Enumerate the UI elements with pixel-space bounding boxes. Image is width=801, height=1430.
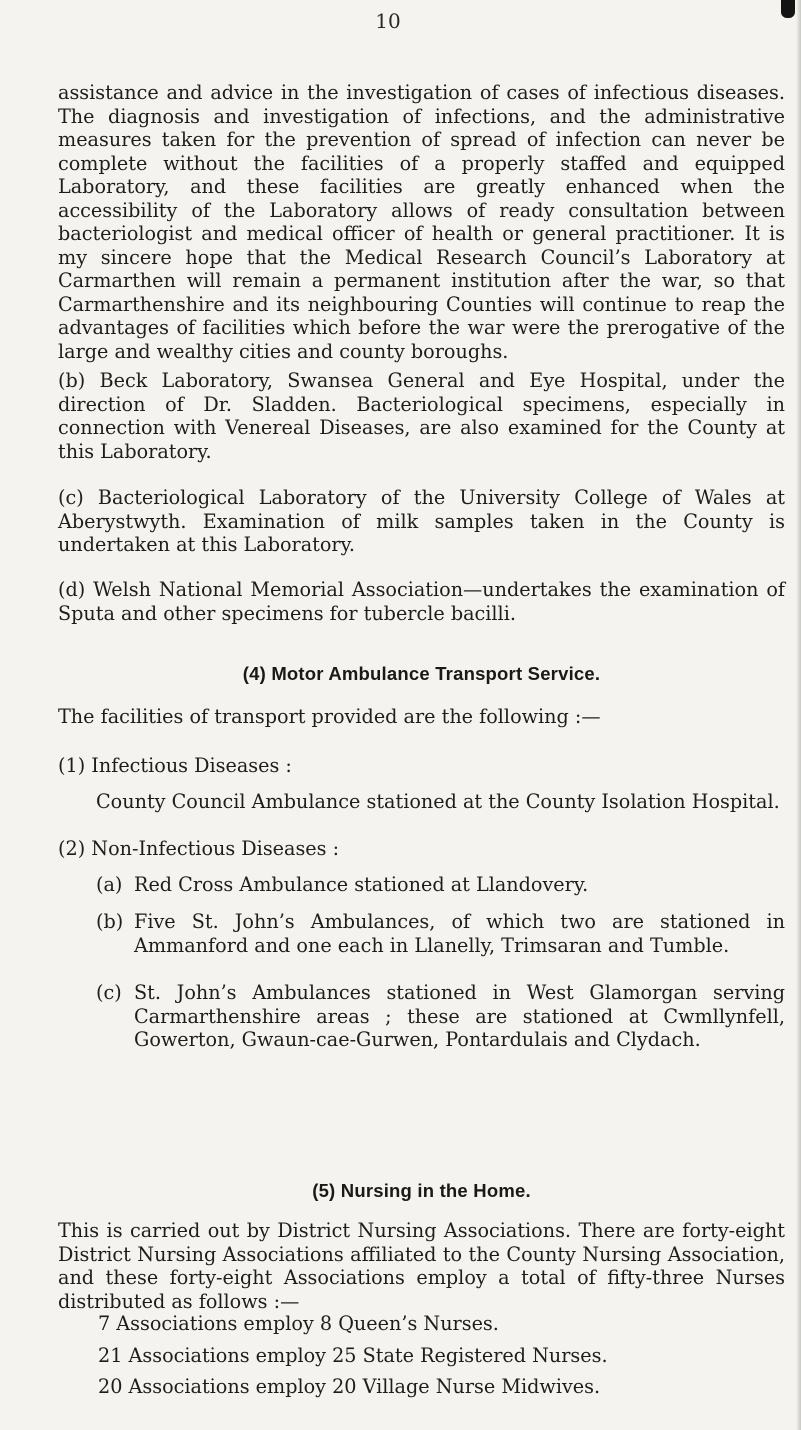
paragraph-beck-laboratory: (b) Beck Laboratory, Swansea General and Eye Hospital, under the direction of Dr. Sladden. Bacteriological specimens, especially in connection with Venereal Diseases, are also examined for the County at this Laboratory.: [58, 369, 785, 463]
ambulance-intro: The facilities of transport provided are the following :—: [58, 705, 601, 728]
non-infectious-diseases-label: (2) Non-Infectious Diseases :: [58, 837, 340, 860]
section-heading-nursing: (5) Nursing in the Home.: [312, 1180, 531, 1201]
nurse-distribution-line: 7 Associations employ 8 Queen’s Nurses.: [98, 1312, 499, 1335]
paragraph-aberystwyth-laboratory: (c) Bacteriological Laboratory of the University College of Wales at Aberystwyth. Examination of milk samples taken in the County is undertaken at this Laboratory.: [58, 486, 785, 556]
list-item-marker: (c): [96, 981, 122, 1004]
list-item: [96, 981, 785, 1052]
paragraph-intro: assistance and advice in the investigation of cases of infectious diseases. The diagnosis and investigation of infections, and the administrative measures taken for the prevention of spread of infection can never be complete without the facilities of a properly staffed and equipped Laboratory, and these facilities are greatly enhanced when the accessibility of the Laboratory allows of ready consultation between bacteriologist and medical officer of health or general practitioner. It is my sincere hope that the Medical Research Council’s Laboratory at Carmarthen will remain a permanent institution after the war, so that Carmarthenshire and its neighbouring Counties will continue to reap the advantages of facilities which before the war were the prerogative of the large and wealthy cities and county boroughs.: [58, 81, 785, 363]
list-item-marker: (a): [96, 873, 123, 896]
nurse-distribution-line: 20 Associations employ 20 Village Nurse Midwives.: [98, 1375, 601, 1398]
list-item: [96, 873, 785, 897]
list-item-text: Five St. John’s Ambulances, of which two are stationed in Ammanford and one each in Llanelly, Trimsaran and Tumble.: [134, 910, 785, 957]
list-item-text: Red Cross Ambulance stationed at Llandovery.: [134, 873, 589, 896]
infectious-diseases-label: (1) Infectious Diseases :: [58, 754, 292, 777]
corner-mark: [781, 0, 795, 18]
infectious-diseases-detail: County Council Ambulance stationed at the County Isolation Hospital.: [96, 790, 780, 813]
page-number: 10: [375, 9, 401, 33]
nurse-distribution-line: 21 Associations employ 25 State Registered Nurses.: [98, 1344, 608, 1367]
paragraph-nursing: This is carried out by District Nursing Associations. There are forty-eight District Nursing Associations affiliated to the County Nursing Association, and these forty-eight Associations employ a total of fifty-three Nurses distributed as follows :—: [58, 1219, 785, 1313]
list-item-text: St. John’s Ambulances stationed in West Glamorgan serving Carmarthenshire areas ; these are stationed at Cwmllynfell, Gowerton, Gwaun-cae-Gurwen, Pontardulais and Clydach.: [134, 981, 785, 1051]
page-edge-shadow: [796, 0, 801, 1430]
paragraph-welsh-memorial: (d) Welsh National Memorial Association—undertakes the examination of Sputa and other specimens for tubercle bacilli.: [58, 578, 785, 625]
list-item-marker: (b): [96, 910, 124, 933]
section-heading-ambulance: (4) Motor Ambulance Transport Service.: [242, 663, 601, 684]
list-item: [96, 910, 785, 957]
